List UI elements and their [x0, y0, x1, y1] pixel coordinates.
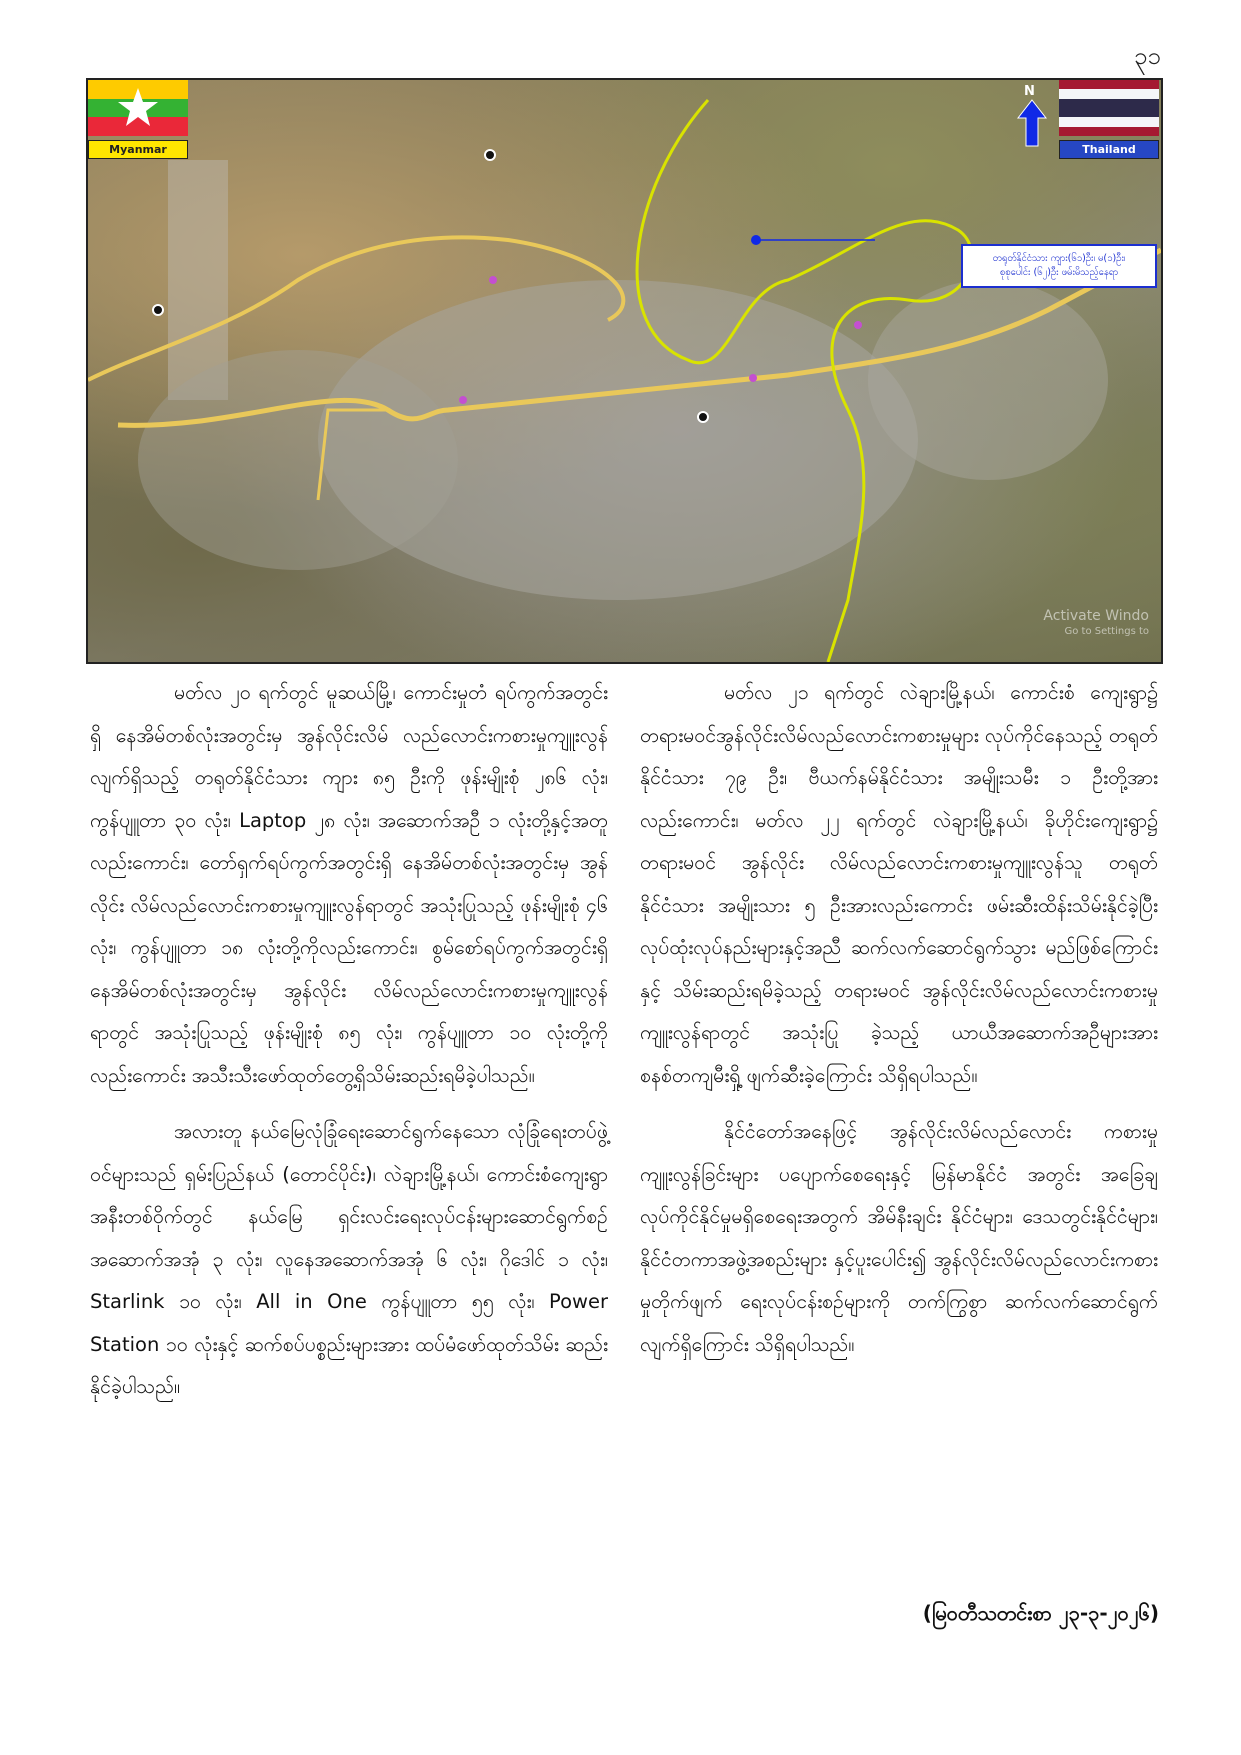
watermark-line-1: Activate Windo — [1043, 608, 1149, 624]
watermark-line-2: Go to Settings to — [1064, 626, 1149, 637]
map-overlay — [88, 80, 1161, 662]
right-paragraph-1: မတ်လ ၂၁ ရက်တွင် လဲချားမြို့နယ်၊ ကောင်းစံ ကျေးရွာ၌ တရားမဝင်အွန်လိုင်းလိမ်လည်လောင်းကစားမှုများ လုပ်ကိုင်နေသည့် တရုတ်နိုင်ငံသား ၇၉ ဦး၊ ဗီယက်နမ်နိုင်ငံသား အမျိုးသမီး ၁ ဦးတို့အားလည်းကောင်း၊ မတ်လ ၂၂ ရက်တွင် လဲချားမြို့နယ်၊ ခိုဟိုင်းကျေးရွာ၌ တရားမဝင် အွန်လိုင်း လိမ်လည်လောင်းကစားမှုကျူးလွန်သူ တရုတ်နိုင်ငံသား အမျိုးသား ၅ ဦးအားလည်းကောင်း ဖမ်းဆီးထိန်းသိမ်းနိုင်ခဲ့ပြီး လုပ်ထုံးလုပ်နည်းများနှင့်အညီ ဆက်လက်ဆောင်ရွက်သွား မည်ဖြစ်ကြောင်းနှင့် သိမ်းဆည်းရမိခဲ့သည့် တရားမဝင် အွန်လိုင်းလိမ်လည်လောင်းကစားမှုကျူးလွန်ရာတွင် အသုံးပြု ခဲ့သည့် ယာယီအဆောက်အဦများအား စနစ်တကျမီးရှို့ ဖျက်ဆီးခဲ့ကြောင်း သိရှိရပါသည်။ — [640, 681, 1158, 1087]
callout-line-2: စုစုပေါင်း (၆၂)ဦး ဖမ်းမိသည့်နေရာ — [999, 267, 1119, 278]
thailand-flag-icon — [1059, 80, 1159, 136]
map-place-marker — [153, 305, 163, 315]
map-place-marker — [485, 150, 495, 160]
map-place-marker — [698, 412, 708, 422]
myanmar-flag-block — [88, 80, 188, 159]
north-label: N — [1024, 84, 1035, 99]
north-arrow — [1012, 84, 1052, 162]
right-paragraph-2: နိုင်ငံတော်အနေဖြင့် အွန်လိုင်းလိမ်လည်လောင်း ကစားမှုကျူးလွန်ခြင်းများ ပပျောက်စေရေးနှင့် မြန်မာနိုင်ငံ အတွင်း အခြေချလုပ်ကိုင်နိုင်မှုမရှိစေရေးအတွက် အိမ်နီးချင်း နိုင်ငံများ၊ ဒေသတွင်းနိုင်ငံများ၊ နိုင်ငံတကာအဖွဲ့အစည်းများ နှင့်ပူးပေါင်း၍ အွန်လိုင်းလိမ်လည်လောင်းကစားမှုတိုက်ဖျက် ရေးလုပ်ငန်းစဉ်များကို တက်ကြွစွာ ဆက်လက်ဆောင်ရွက် လျက်ရှိကြောင်း သိရှိရပါသည်။ — [640, 1120, 1158, 1356]
map-poi-pin — [749, 374, 757, 382]
map-poi-pin — [459, 396, 467, 404]
map-poi-pin — [489, 276, 497, 284]
thailand-flag-block — [1059, 80, 1159, 159]
callout-line-1: တရုတ်နိုင်ငံသား ကျား(၆၁)ဦး၊ မ(၁)ဦး၊ — [992, 253, 1126, 264]
map-poi-pin — [854, 321, 862, 329]
thailand-label: Thailand — [1059, 140, 1159, 159]
page-number: ၃၁ — [1134, 42, 1161, 70]
source-citation: (မြဝတီသတင်းစာ ၂၃-၃-၂၀၂၆) — [922, 1601, 1159, 1625]
left-column — [90, 672, 608, 1423]
myanmar-label: Myanmar — [88, 140, 188, 159]
myanmar-flag-icon — [88, 80, 188, 136]
callout-point — [751, 235, 761, 245]
map-urban-area — [138, 350, 458, 570]
windows-activation-watermark — [1043, 608, 1149, 640]
satellite-map — [86, 78, 1163, 664]
left-paragraph-1: မတ်လ ၂၀ ရက်တွင် မူဆယ်မြို့၊ ကောင်းမှုတံ ရပ်ကွက်အတွင်းရှိ နေအိမ်တစ်လုံးအတွင်းမှ အွန်လိုင်းလိမ် လည်လောင်းကစားမှုကျူးလွန်လျက်ရှိသည့် တရုတ်နိုင်ငံသား ကျား ၈၅ ဦးကို ဖုန်းမျိုးစုံ ၂၈၆ လုံး၊ ကွန်ပျူတာ ၃၀ လုံး၊ Laptop ၂၈ လုံး၊ အဆောက်အဦ ၁ လုံးတို့နှင့်အတူလည်းကောင်း၊ တော်ရှက်ရပ်ကွက်အတွင်းရှိ နေအိမ်တစ်လုံးအတွင်းမှ အွန်လိုင်း လိမ်လည်လောင်းကစားမှုကျူးလွန်ရာတွင် အသုံးပြုသည့် ဖုန်းမျိုးစုံ ၄၆ လုံး၊ ကွန်ပျူတာ ၁၈ လုံးတို့ကိုလည်းကောင်း၊ စွမ်စော်ရပ်ကွက်အတွင်းရှိ နေအိမ်တစ်လုံးအတွင်းမှ အွန်လိုင်း လိမ်လည်လောင်းကစားမှုကျူးလွန်ရာတွင် အသုံးပြုသည့် ဖုန်းမျိုးစုံ ၈၅ လုံး၊ ကွန်ပျူတာ ၁၀ လုံးတို့ကိုလည်းကောင်း အသီးသီးဖော်ထုတ်တွေ့ရှိသိမ်းဆည်းရမိခဲ့ပါသည်။ — [90, 681, 608, 1087]
arrest-location-callout — [961, 244, 1157, 288]
map-urban-area — [868, 280, 1108, 480]
map-urban-area — [168, 160, 228, 400]
right-column — [640, 672, 1158, 1380]
left-paragraph-2: အလားတူ နယ်မြေလုံခြုံရေးဆောင်ရွက်နေသော လုံခြုံရေးတပ်ဖွဲ့ဝင်များသည် ရှမ်းပြည်နယ် (တောင်ပိုင်း)၊ လဲချားမြို့နယ်၊ ကောင်းစံကျေးရွာအနီးတစ်ဝိုက်တွင် နယ်မြေ ရှင်းလင်းရေးလုပ်ငန်းများဆောင်ရွက်စဉ် အဆောက်အအုံ ၃ လုံး၊ လူနေအဆောက်အအုံ ၆ လုံး၊ ဂိုဒေါင် ၁ လုံး၊ Starlink ၁၀ လုံး၊ All in One ကွန်ပျူတာ ၅၅ လုံး၊ Power Station ၁၀ လုံးနှင့် ဆက်စပ်ပစ္စည်းများအား ထပ်မံဖော်ထုတ်သိမ်း ဆည်းနိုင်ခဲ့ပါသည်။ — [90, 1120, 608, 1398]
